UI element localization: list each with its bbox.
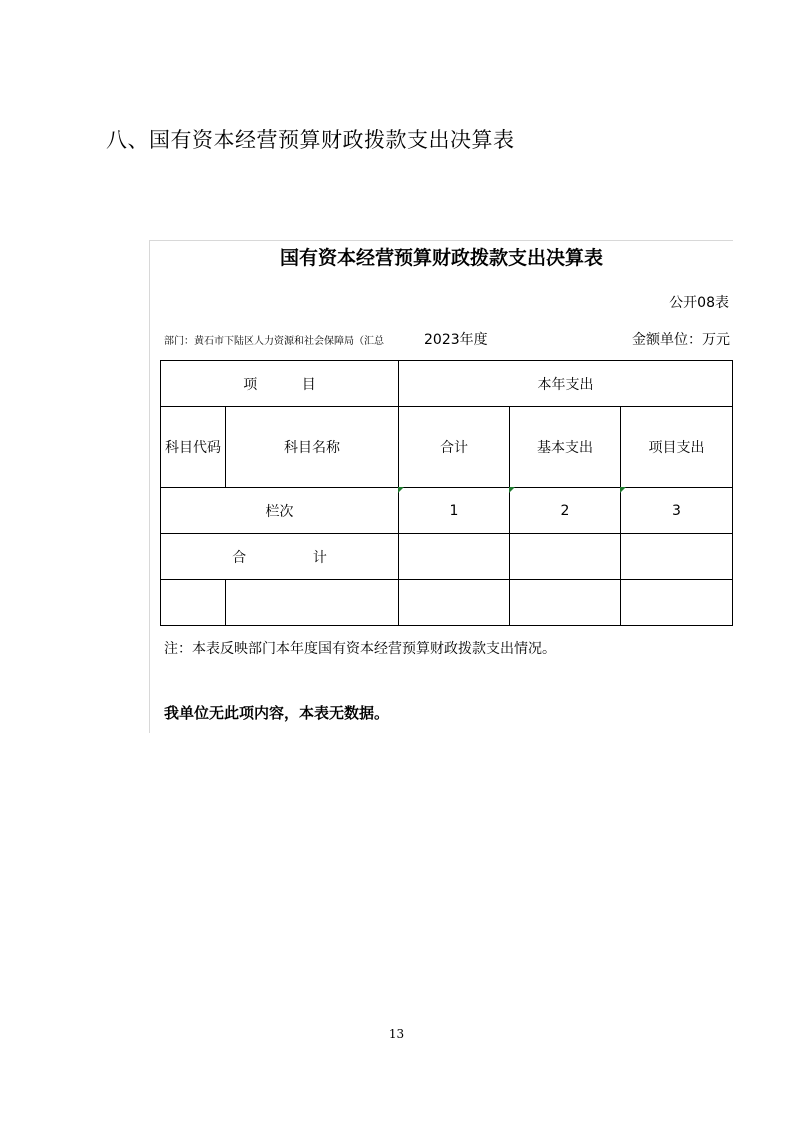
amount-unit: 金额单位：万元 bbox=[632, 332, 730, 348]
table-row bbox=[161, 580, 733, 626]
fiscal-year: 2023年度 bbox=[424, 332, 488, 348]
table-note: 注：本表反映部门本年度国有资本经营预算财政拨款支出情况。 bbox=[164, 641, 556, 657]
index-cell-2 bbox=[510, 488, 621, 534]
green-marker-icon bbox=[620, 487, 626, 493]
index-3: 3 bbox=[672, 502, 681, 519]
section-heading: 八、国有资本经营预算财政拨款支出决算表 bbox=[106, 128, 515, 152]
report-sheet bbox=[149, 240, 733, 733]
green-marker-icon bbox=[509, 487, 515, 493]
header-item: 项 目 bbox=[161, 361, 399, 407]
expenditure-table bbox=[160, 360, 733, 626]
sheet-title: 国有资本经营预算财政拨款支出决算表 bbox=[279, 247, 603, 269]
total-row bbox=[161, 534, 733, 580]
col-subject-name: 科目名称 bbox=[226, 407, 399, 488]
total-basic-value bbox=[510, 534, 621, 580]
col-basic-expenditure: 基本支出 bbox=[510, 407, 621, 488]
page-number: 13 bbox=[388, 1027, 405, 1041]
table-header-row bbox=[161, 361, 733, 407]
empty-cell bbox=[510, 580, 621, 626]
index-cell-3 bbox=[621, 488, 733, 534]
col-subject-code: 科目代码 bbox=[161, 407, 226, 488]
form-code: 公开08表 bbox=[669, 295, 729, 311]
no-data-statement: 我单位无此项内容，本表无数据。 bbox=[164, 704, 390, 722]
total-value bbox=[399, 534, 510, 580]
empty-cell bbox=[621, 580, 733, 626]
total-label: 合 计 bbox=[161, 534, 399, 580]
col-project-expenditure: 项目支出 bbox=[621, 407, 733, 488]
index-row bbox=[161, 488, 733, 534]
index-1: 1 bbox=[449, 502, 459, 519]
column-header-row bbox=[161, 407, 733, 488]
empty-cell bbox=[399, 580, 510, 626]
total-project-value bbox=[621, 534, 733, 580]
index-2: 2 bbox=[560, 502, 570, 519]
empty-cell bbox=[161, 580, 226, 626]
header-current-year: 本年支出 bbox=[399, 361, 733, 407]
empty-cell bbox=[226, 580, 399, 626]
col-total: 合计 bbox=[399, 407, 510, 488]
index-cell-1 bbox=[399, 488, 510, 534]
row-index-label: 栏次 bbox=[161, 488, 399, 534]
green-marker-icon bbox=[398, 487, 404, 493]
department-label: 部门：黄石市下陆区人力资源和社会保障局（汇总 bbox=[164, 336, 384, 347]
